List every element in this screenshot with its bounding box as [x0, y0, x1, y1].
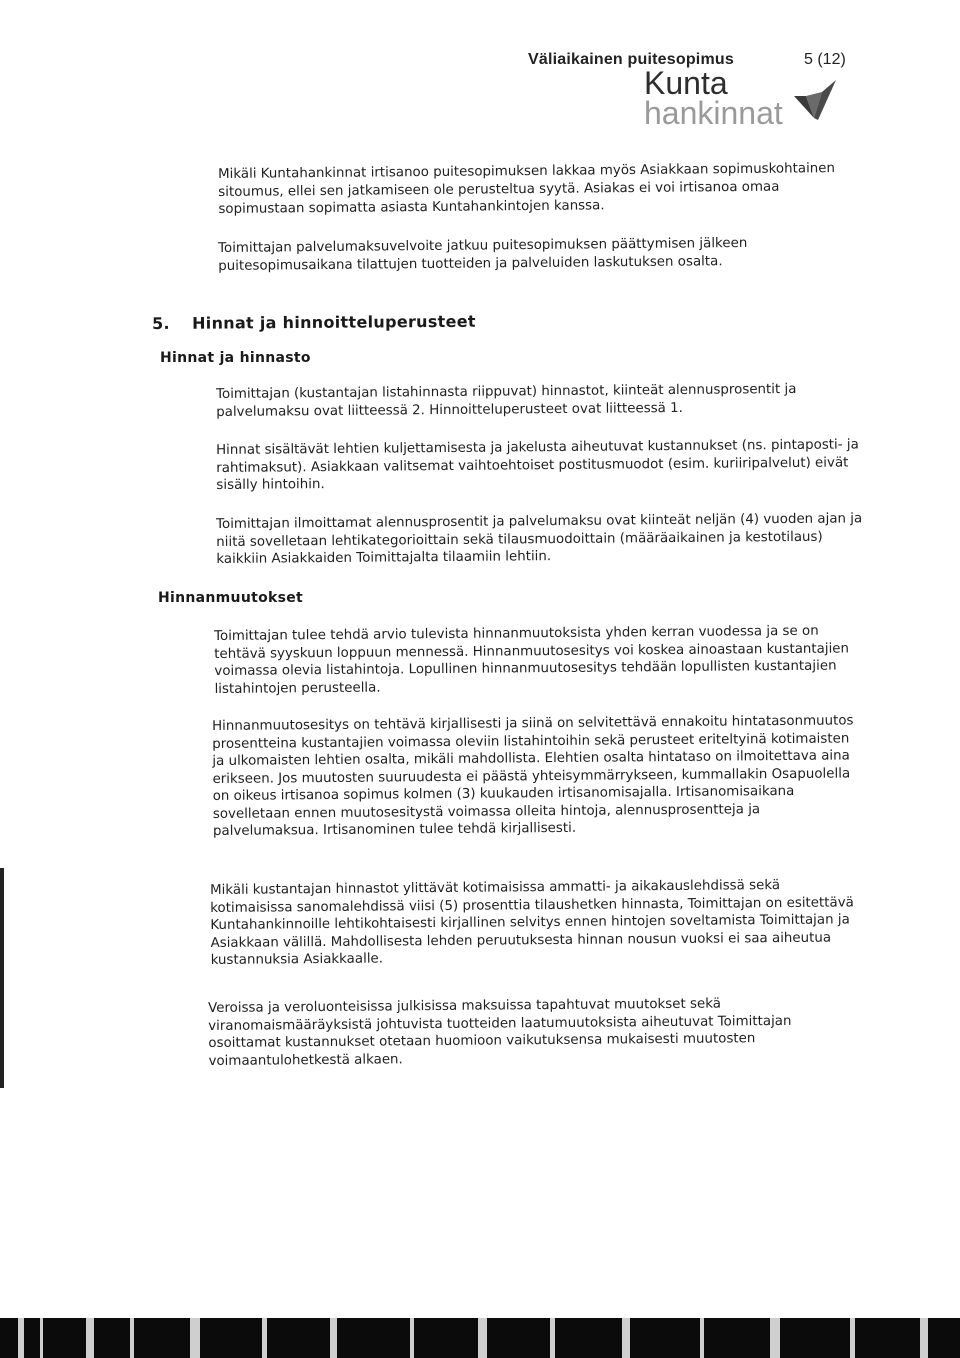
kuntahankinnat-logo: [644, 66, 854, 134]
document-title: Väliaikainen puitesopimus: [528, 51, 734, 68]
prices-paragraph-1: Toimittajan (kustantajan listahinnasta riippuvat) hinnastot, kiinteät alennusprosentit ja palvelumaksu ovat liitteessä 2. Hinnoitteluperusteet ovat liitteessä 1.: [216, 381, 797, 420]
subheading-prices: Hinnat ja hinnasto: [160, 350, 311, 366]
scan-bottom-edge: [0, 1318, 960, 1358]
section-title: Hinnat ja hinnoitteluperusteet: [191, 311, 476, 333]
prices-paragraph-2: Hinnat sisältävät lehtien kuljettamisesta ja jakelusta aiheutuvat kustannukset (ns. pintaposti- ja rahtimaksut). Asiakkaan valitsemat vaihtoehtoiset postitusmuodot (esim. kuriiripalvelut) eivät sisälly hintoihin.: [216, 437, 859, 493]
logo-text-hankinnat: hankinnat: [644, 95, 783, 131]
price-changes-paragraph-3: Mikäli kustantajan hinnastot ylittävät kotimaisissa ammatti- ja aikakauslehdissä sekä kotimaisissa sanomalehdissä viisi (5) prosenttia tilaushetken hinnasta, Toimittajan on esitettävä Kuntahankinnoille lehtikohtaisesti kirjallinen selvitys ennen hintojen soveltamista Toimittajan ja Asiakkaan välillä. Mahdollisesta lehden peruutuksesta hinnan nousun vuoksi ei saa aiheutua kustannuksia Asiakkaalle.: [210, 878, 854, 968]
logo-text-kunta: Kunta: [644, 65, 728, 101]
intro-paragraph-1: Mikäli Kuntahankinnat irtisanoo puitesopimuksen lakkaa myös Asiakkaan sopimuskohtainen sitoumus, ellei sen jatkamiseen ole perusteltua syytä. Asiakas ei voi irtisanoa omaa sopimustaan sopimatta asiasta Kuntahankintojen kanssa.: [218, 161, 836, 217]
prices-paragraph-3: Toimittajan ilmoittamat alennusprosentit ja palvelumaksu ovat kiinteät neljän (4) vuoden ajan ja niitä sovelletaan lehtikategorioittain sekä tilausmuodoittain (määräaikainen ja kestotilaus) kaikkiin Asiakkaiden Toimittajalta tilaamiin lehtiin.: [216, 511, 863, 567]
page-number: 5 (12): [804, 51, 846, 68]
check-mark-logo-icon: [792, 76, 848, 132]
price-changes-paragraph-2: Hinnanmuutosesitys on tehtävä kirjallisesti ja siinä on selvitettävä ennakoitu hintatasonmuutos prosentteina kustantajien voimassa oleviin listahintoihin sekä perusteet eriteltyinä kotimaisten ja ulkomaisten lehtien osalta, mikäli mahdollista. Elehtien osalta hintataso on ilmoitettava aina erikseen. Jos muutosten suuruudesta ei päästä yhteisymmärrykseen, kummallakin Osapuolella on oikeus irtisanoa sopimus kolmen (3) kuukauden irtisanomisajalla. Irtisanomisaikana sovelletaan ennen muutosesitystä voimassa olleita hintoja, alennusprosentteja ja palvelumaksua. Irtisanominen tulee tehdä kirjallisesti.: [212, 713, 854, 839]
intro-paragraph-2: Toimittajan palvelumaksuvelvoite jatkuu puitesopimuksen päättymisen jälkeen puitesopimusaikana tilattujen tuotteiden ja palveluiden laskutuksen osalta.: [218, 235, 748, 274]
section-number: 5.: [152, 313, 170, 333]
scan-edge-mark: [0, 868, 4, 1088]
price-changes-paragraph-1: Toimittajan tulee tehdä arvio tulevista hinnanmuutoksista yhden kerran vuodessa ja se on tehtävä syyskuun loppuun mennessä. Hinnanmuutosesitys voi koskea ainoastaan kustantajien voimassa olevia listahintoja. Lopullinen hinnanmuutosesitys tehdään lopullisten kustantajien listahintojen perusteella.: [214, 623, 850, 697]
subheading-price-changes: Hinnanmuutokset: [158, 590, 304, 606]
price-changes-paragraph-4: Veroissa ja veroluonteisissa julkisissa maksuissa tapahtuvat muutokset sekä viranomaismääräyksistä johtuvista tuotteiden laatumuutoksista aiheutuvat Toimittajan osoittamat kustannukset otetaan huomioon vaikutuksensa mukaisesti muutosten voimaantulohetkestä alkaen.: [208, 996, 792, 1069]
section-5-heading: [152, 312, 476, 333]
